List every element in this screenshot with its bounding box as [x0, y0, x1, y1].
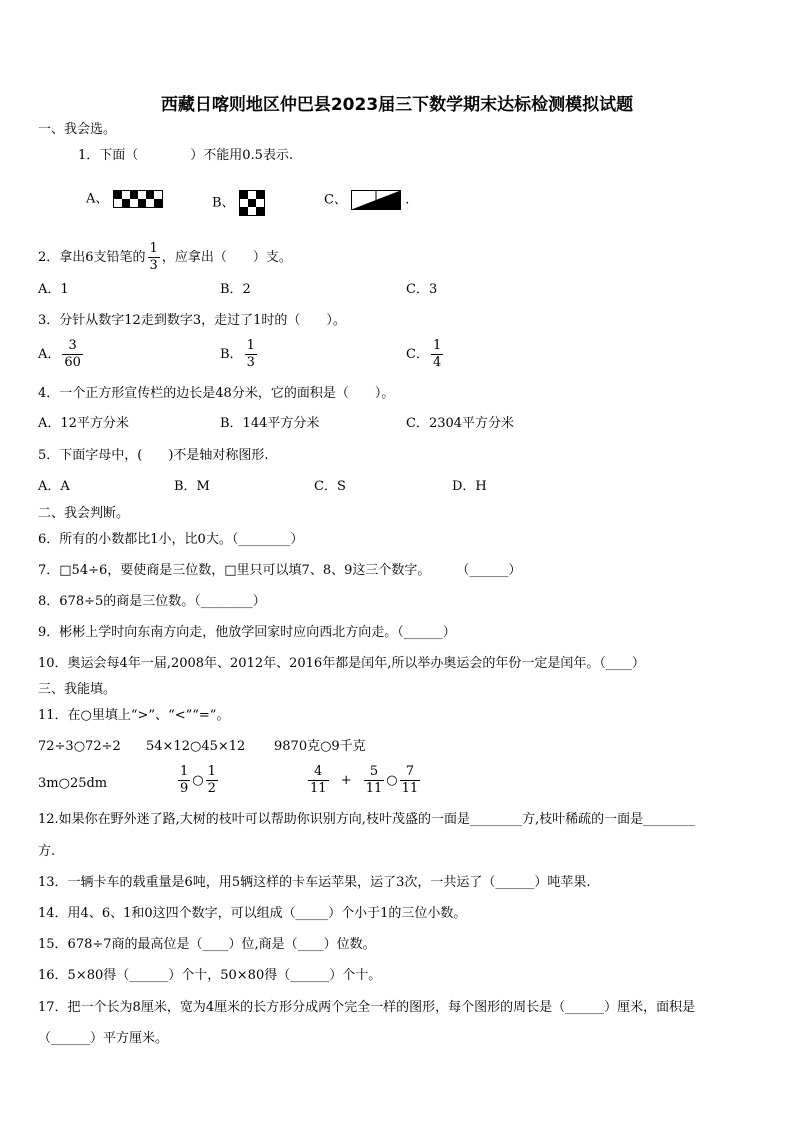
- q1-option-b: [212, 190, 265, 216]
- q4-option-a: A．12平方分米: [38, 416, 129, 431]
- q3-option-a: A． $\frac{3}{60}$: [38, 338, 81, 370]
- q1-figure-a-checker-strip: [113, 190, 163, 208]
- question-8: 8．678÷5的商是三位数。（________）: [38, 594, 266, 609]
- page-title: 西藏日喀则地区仲巴县2023届三下数学期末达标检测模拟试题: [160, 95, 634, 115]
- q1-option-a: [86, 190, 163, 209]
- q1-option-c-label: C、: [324, 192, 347, 208]
- question-11: 11．在○里填上“>”、“<”“=”。: [38, 708, 230, 723]
- q2-fraction: $\frac{1}{3}$: [149, 241, 158, 273]
- q11-expr-3: 9870克○9千克: [274, 739, 366, 754]
- section-3-heading: 三、我能填。: [38, 682, 117, 697]
- question-10: 10．奥运会每4年一届,2008年、2012年、2016年都是闰年,所以举办奥运会的年份一定是闰年。（____）: [38, 656, 645, 671]
- question-14: 14．用4、6、1和0这四个数字，可以组成（_____）个小于1的三位小数。: [38, 906, 467, 921]
- q1-end-period: .: [405, 192, 410, 208]
- q5-option-b: B．M: [174, 479, 210, 494]
- question-2: [38, 241, 292, 274]
- q3-option-b: B． $\frac{1}{3}$: [220, 338, 255, 370]
- q1-figure-c-diagonal-rect: [351, 190, 401, 210]
- q3-option-c-fraction: $\frac{1}{4}$: [432, 338, 442, 370]
- question-17: 17．把一个长为8厘米，宽为4厘米的长方形分成两个完全一样的图形，每个图形的周长是（______）厘米，面积是: [38, 1000, 696, 1015]
- q2-option-c: C．3: [406, 282, 438, 297]
- q2-suffix: ，应拿出（ ）支。: [161, 250, 292, 265]
- q4-option-c: C．2304平方分米: [406, 416, 515, 431]
- q3-option-b-fraction: $\frac{1}{3}$: [246, 338, 255, 370]
- question-16: 16．5×80得（______）个十，50×80得（______）个十。: [38, 968, 382, 983]
- q1-option-b-label: B、: [212, 195, 235, 211]
- question-3: 3．分针从数字12走到数字3，走过了1时的（ ）。: [38, 313, 346, 328]
- q11-expr-1: 72÷3○72÷2: [38, 739, 121, 754]
- question-17-continued: （______）平方厘米。: [38, 1031, 169, 1046]
- question-1: 1．下面（ ）不能用0.5表示.: [78, 148, 294, 163]
- question-5: 5．下面字母中，( )不是轴对称图形.: [38, 448, 269, 463]
- q3-option-c: C． $\frac{1}{4}$: [406, 338, 442, 370]
- q11-expr-5: $\frac{1}{9}$ ○ $\frac{1}{2}$: [180, 764, 216, 796]
- question-7: 7．□54÷6，要使商是三位数，□里只可以填7、8、9这三个数字。 （______）: [38, 563, 522, 578]
- q3-option-a-fraction: $\frac{3}{60}$: [64, 338, 81, 370]
- question-12-continued: 方.: [38, 844, 56, 859]
- question-13: 13．一辆卡车的载重量是6吨，用5辆这样的卡车运苹果，运了3次，一共运了（______）吨苹果.: [38, 875, 591, 890]
- q5-option-a: A．A: [38, 479, 70, 494]
- question-4: 4．一个正方形宣传栏的边长是48分米，它的面积是（ ）。: [38, 386, 395, 401]
- q2-option-a: A．1: [38, 282, 69, 297]
- q5-option-c: C．S: [314, 479, 346, 494]
- section-2-heading: 二、我会判断。: [38, 506, 130, 521]
- q2-option-b: B．2: [220, 282, 251, 297]
- q11-expr-6: $\frac{4}{11}$ + $\frac{5}{11}$ ○ $\frac{7}{11}$: [310, 764, 419, 796]
- q11-expr-4: 3m○25dm: [38, 776, 108, 791]
- q1-option-a-label: A、: [86, 191, 109, 207]
- q1-figure-b-checker-square: [239, 190, 265, 216]
- question-9: 9．彬彬上学时向东南方向走，他放学回家时应向西北方向走。（______）: [38, 625, 456, 640]
- question-6: 6．所有的小数都比1小，比0大。（________）: [38, 532, 304, 547]
- q11-expr-2: 54×12○45×12: [146, 739, 246, 754]
- q5-option-d: D．H: [452, 479, 487, 494]
- q2-prefix: 2．拿出6支铅笔的: [38, 250, 146, 265]
- q1-option-c: [324, 190, 409, 210]
- question-15: 15．678÷7商的最高位是（____）位,商是（____）位数。: [38, 937, 376, 952]
- q4-option-b: B．144平方分米: [220, 416, 320, 431]
- section-1-heading: 一、我会选。: [38, 122, 117, 137]
- question-12: 12.如果你在野外迷了路,大树的枝叶可以帮助你识别方向,枝叶茂盛的一面是________方,枝叶稀疏的一面是________: [38, 812, 696, 827]
